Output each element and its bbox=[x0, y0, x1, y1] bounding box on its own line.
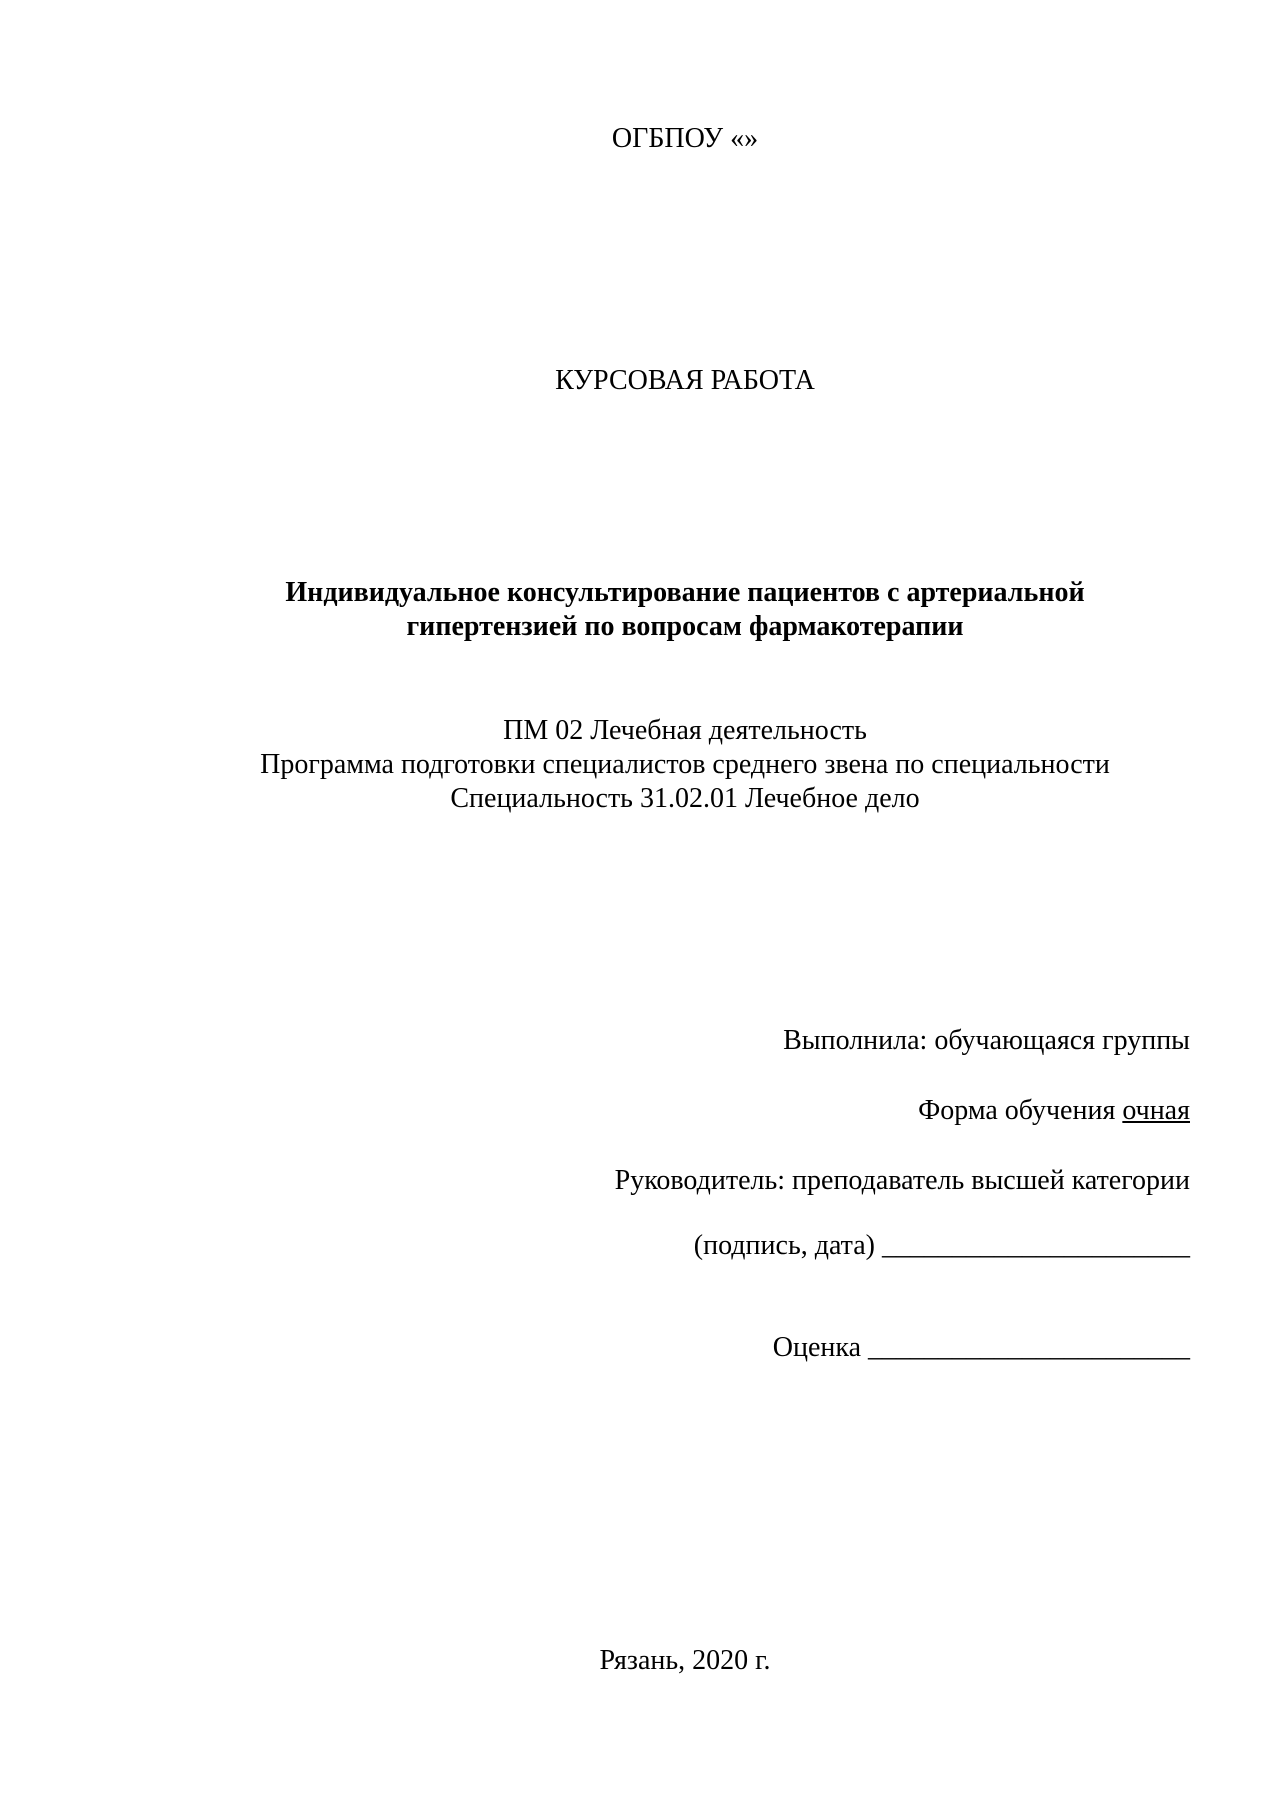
signature-line: (подпись, дата) ______________________ bbox=[693, 1230, 1190, 1261]
study-form-label: Форма обучения bbox=[918, 1095, 1123, 1126]
study-form-value: очная bbox=[1122, 1095, 1190, 1126]
performer-line: Выполнила: обучающаяся группы bbox=[783, 1025, 1190, 1056]
work-title-line-1: Индивидуальное консультирование пациентов с артериальной bbox=[285, 577, 1085, 608]
city-year: Рязань, 2020 г. bbox=[599, 1645, 771, 1676]
supervisor-line: Руководитель: преподаватель высшей категории bbox=[614, 1165, 1190, 1196]
study-form-line bbox=[918, 1095, 1190, 1127]
work-title-line-2: гипертензией по вопросам фармакотерапии bbox=[406, 611, 964, 642]
grade-line: Оценка _______________________ bbox=[772, 1332, 1190, 1363]
module-line: ПМ 02 Лечебная деятельность bbox=[503, 715, 867, 746]
document-type: КУРСОВАЯ РАБОТА bbox=[555, 365, 815, 396]
program-line: Программа подготовки специалистов среднего звена по специальности bbox=[260, 749, 1110, 780]
specialty-line: Специальность 31.02.01 Лечебное дело bbox=[450, 783, 920, 814]
institution-name: ОГБПОУ «» bbox=[611, 123, 759, 154]
